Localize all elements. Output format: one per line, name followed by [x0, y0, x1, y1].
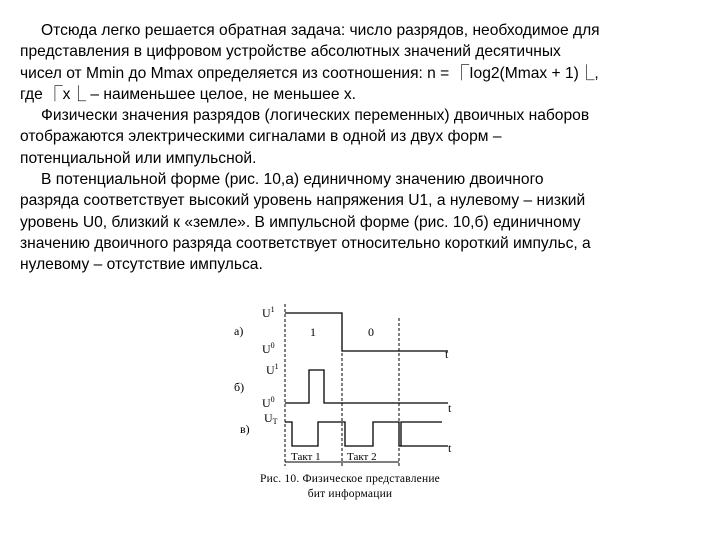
text-line: потенциальной или импульсной.	[20, 149, 257, 167]
waveform-clock	[285, 422, 442, 446]
waveform-pulse	[285, 370, 448, 403]
text-line: представления в цифровом устройстве абсолютных значений десятичных	[20, 43, 561, 61]
text-line: чисел от Mmin до Mmax определяется из соотношения: n = ⎾Iog2(Mmax + 1)⎿,	[20, 64, 599, 82]
clock-guides	[285, 304, 399, 466]
row-c-label: в)	[240, 422, 250, 436]
row-b-label: б)	[234, 380, 245, 394]
bit-one-label: 1	[310, 325, 316, 339]
tact-2-label: Такт 2	[347, 451, 377, 463]
u1-label-a: $U^1$	[262, 305, 275, 320]
figure-caption	[220, 472, 480, 502]
ut-label: UТ	[264, 411, 278, 426]
text-line: Отсюда легко решается обратная задача: число разрядов, необходимое для	[41, 22, 600, 39]
u0-label-b: $U^0$	[262, 395, 275, 410]
tact-1-label: Такт 1	[291, 451, 321, 463]
t-axis-c: t	[448, 441, 452, 455]
text-line: уровень U0, близкий к «земле». В импульсной форме (рис. 10,б) единичному	[20, 213, 581, 231]
text-line: значению двоичного разряда соответствует относительно короткий импульс, а	[20, 234, 591, 252]
row-a-label: а)	[234, 324, 244, 338]
text-line: отображаются электрическими сигналами в одной из двух форм –	[20, 128, 502, 146]
bit-zero-label: 0	[368, 325, 374, 339]
text-line: где ⎾х⎿ – наименьшее целое, не меньшее х.	[20, 85, 356, 103]
figure-labels	[234, 305, 452, 463]
t-axis-a: t	[445, 347, 449, 361]
u0-label-a: $U^0$	[262, 341, 275, 356]
caption-line-2: бит информации	[307, 488, 393, 500]
t-axis-b: t	[448, 401, 452, 415]
text-line: разряда соответствует высокий уровень напряжения U1, а нулевому – низкий	[20, 192, 586, 210]
text-line: В потенциальной форме (рис. 10,а) единичному значению двоичного	[41, 171, 544, 189]
text-line: нулевому – отсутствие импульса.	[20, 256, 263, 274]
caption-line-1: Рис. 10. Физическое представление	[260, 473, 440, 485]
u1-label-b: $U^1$	[266, 362, 279, 377]
text-line: Физически значения разрядов (логических переменных) двоичных наборов	[41, 107, 590, 125]
